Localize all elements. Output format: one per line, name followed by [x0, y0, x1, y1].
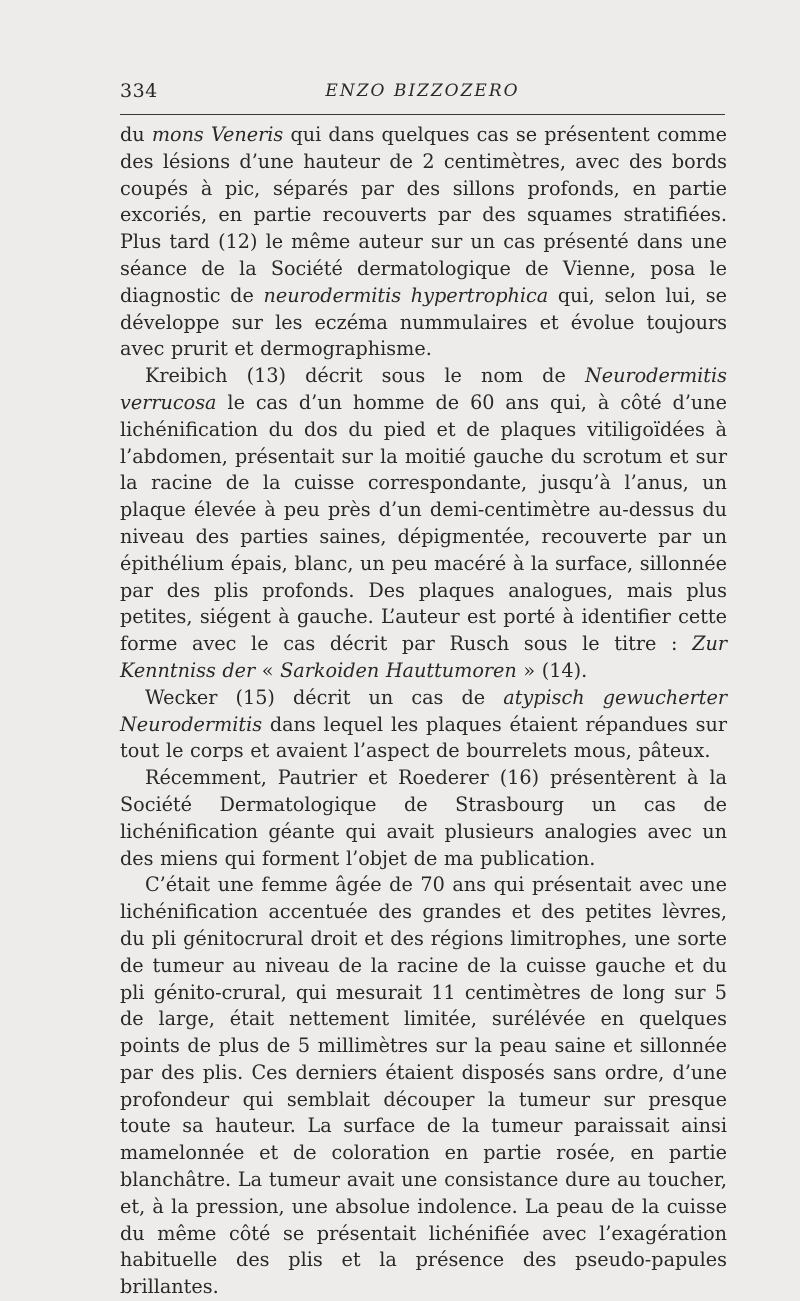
header-rule	[120, 114, 725, 115]
paragraph	[120, 685, 727, 765]
text-run: «	[255, 658, 281, 682]
italic-term: Zur Kenntniss der	[120, 632, 727, 682]
italic-term: atypisch gewucherter Neurodermitis	[120, 685, 728, 736]
italic-term: neurodermitis hypertrophica	[263, 283, 549, 307]
italic-term: Neurodermitis verrucosa	[120, 364, 727, 414]
italic-term: mons Veneris	[151, 123, 284, 146]
text-run: Wecker (15) décrit un cas de	[145, 685, 504, 709]
italic-term: Sarkoiden Hauttumoren	[280, 658, 517, 682]
text-run: le cas d’un homme de 60 ans qui, à côté d’une lichénification du dos du pied et de plaques vitiligoïdées à l’abdomen, présentait sur la moitié gauche du scrotum et sur la racine de la cuisse correspondante, jusqu’à l’anus, un plaque élevée à peu près d’un demi-centimètre au-dessus du niveau des parties saines, dépigmentée, recouverte par un épithélium épais, blanc, un peu macéré à la surface, sillonnée par des plis profonds. Des plaques analogues, mais plus petites, siégent à gauche. L’auteur est porté à identifier cette forme avec le cas décrit par Rusch sous le titre :	[120, 390, 727, 656]
paragraph	[120, 122, 727, 363]
paragraph	[120, 872, 727, 1301]
page-header	[120, 80, 725, 108]
page-number: 334	[120, 80, 158, 102]
text-run: Récemment, Pautrier et Roederer (16) présentèrent à la Société Dermatologique de Strasbourg un cas de lichénification géante qui avait plusieurs analogies avec un des miens qui forment l’objet de ma publication.	[120, 766, 727, 870]
running-title: ENZO BIZZOZERO	[325, 81, 520, 101]
text-run: dans lequel les plaques étaient répandues sur tout le corps et avaient l’aspect de bourrelets mous, pâteux.	[120, 712, 727, 763]
text-run: qui dans quelques cas se présentent comme des lésions d’une hauteur de 2 centimètres, avec des bords coupés à pic, séparés par des sillons profonds, en partie excoriés, en partie recouverts par des squames stratifiées. Plus tard (12) le même auteur sur un cas présenté dans une séance de la Société dermatologique de Vienne, posa le diagnostic de	[120, 123, 727, 307]
text-run: qui, selon lui, se développe sur les eczéma nummulaires et évolue toujours avec prurit et dermographisme.	[120, 283, 728, 361]
text-run: » (14).	[516, 658, 588, 682]
text-run: C’était une femme âgée de 70 ans qui présentait avec une lichénification accentuée des grandes et des petites lèvres, du pli génitocrural droit et des régions limitrophes, une sorte de tumeur au niveau de la racine de la cuisse gauche et du pli génito-crural, qui mesurait 11 centimètres de long sur 5 de large, était nettement limitée, surélévée en quelques points de plus de 5 millimètres sur la peau saine et sillonnée par des plis. Ces derniers étaient disposés sans ordre, d’une profondeur qui semblait découper la tumeur sur presque toute sa hauteur. La surface de la tumeur paraissait ainsi mamelonnée et de coloration en partie rosée, en partie blanchâtre. La tumeur avait une consistance dure au toucher, et, à la pression, une absolue indolence. La peau de la cuisse du même côté se présentait lichénifiée avec l’exagération habituelle des plis et la présence des pseudo-papules brillantes.	[120, 873, 727, 1299]
paragraph	[120, 765, 727, 872]
body-text	[120, 122, 727, 1301]
text-run: du	[120, 123, 152, 146]
text-run: Kreibich (13) décrit sous le nom de	[145, 364, 585, 388]
paragraph	[120, 363, 727, 685]
